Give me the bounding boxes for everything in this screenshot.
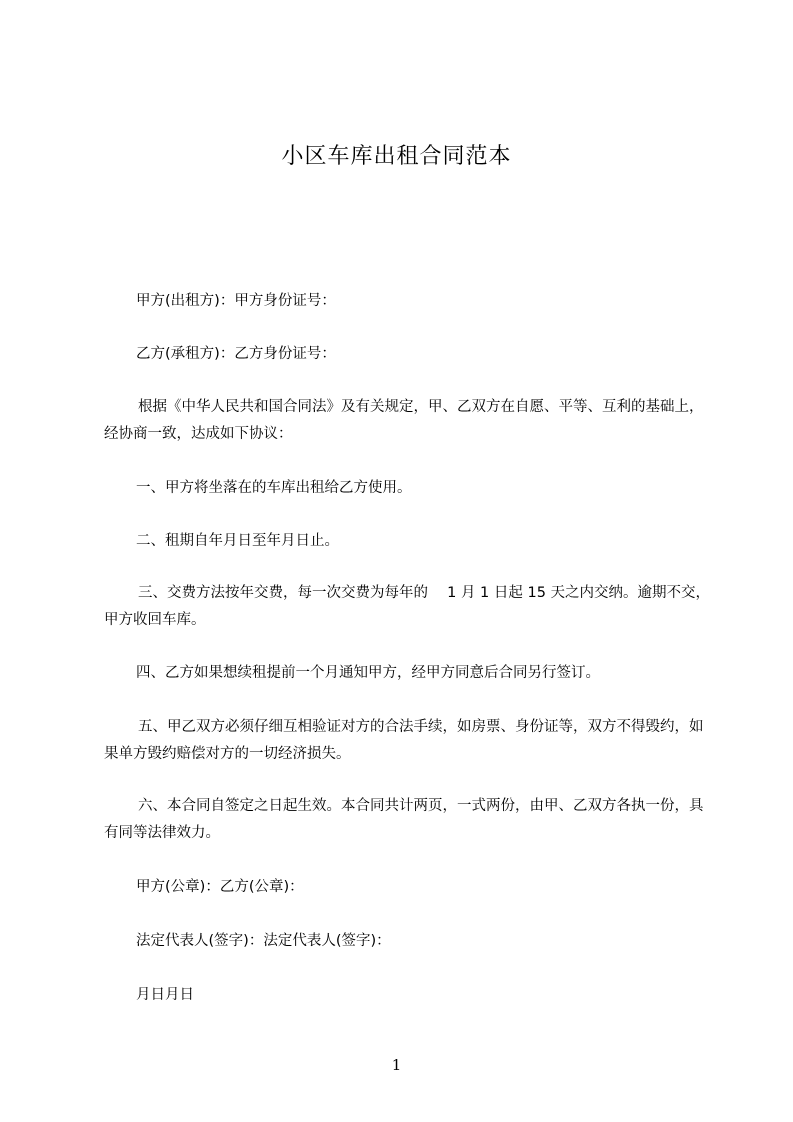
clause-2: 二、租期自年月日至年月日止。: [136, 533, 339, 549]
page-number: 1: [391, 1056, 402, 1074]
clause-6: 六、本合同自签定之日起生效。本合同共计两页，一式两份，由甲、乙双方各执一份，具有同等法律效力。: [104, 798, 704, 841]
party-b-line: 乙方(承租方)：乙方身份证号：: [136, 346, 336, 362]
seal-line: 甲方(公章)：乙方(公章)：: [136, 879, 304, 895]
preamble-paragraph: 根据《中华人民共和国合同法》及有关规定，甲、乙双方在自愿、平等、互利的基础上，经协商一致，达成如下协议：: [104, 399, 704, 442]
clause-1: 一、甲方将坐落在的车库出租给乙方使用。: [136, 480, 412, 496]
clause-3: 三、交费方法按年交费，每一次交费为每年的 1 月 1 日起 15 天之内交纳。逾期不交，甲方收回车库。: [104, 585, 711, 628]
date-line: 月日月日: [136, 987, 194, 1003]
signature-line: 法定代表人(签字)：法定代表人(签字)：: [136, 933, 391, 949]
clause-4: 四、乙方如果想续租提前一个月通知甲方，经甲方同意后合同另行签订。: [136, 665, 600, 681]
document-title: 小区车库出租合同范本: [281, 144, 512, 169]
clause-5: 五、甲乙双方必须仔细互相验证对方的合法手续，如房票、身份证等，双方不得毁约，如果单方毁约赔偿对方的一切经济损失。: [104, 719, 704, 762]
party-a-line: 甲方(出租方)：甲方身份证号：: [136, 293, 336, 309]
